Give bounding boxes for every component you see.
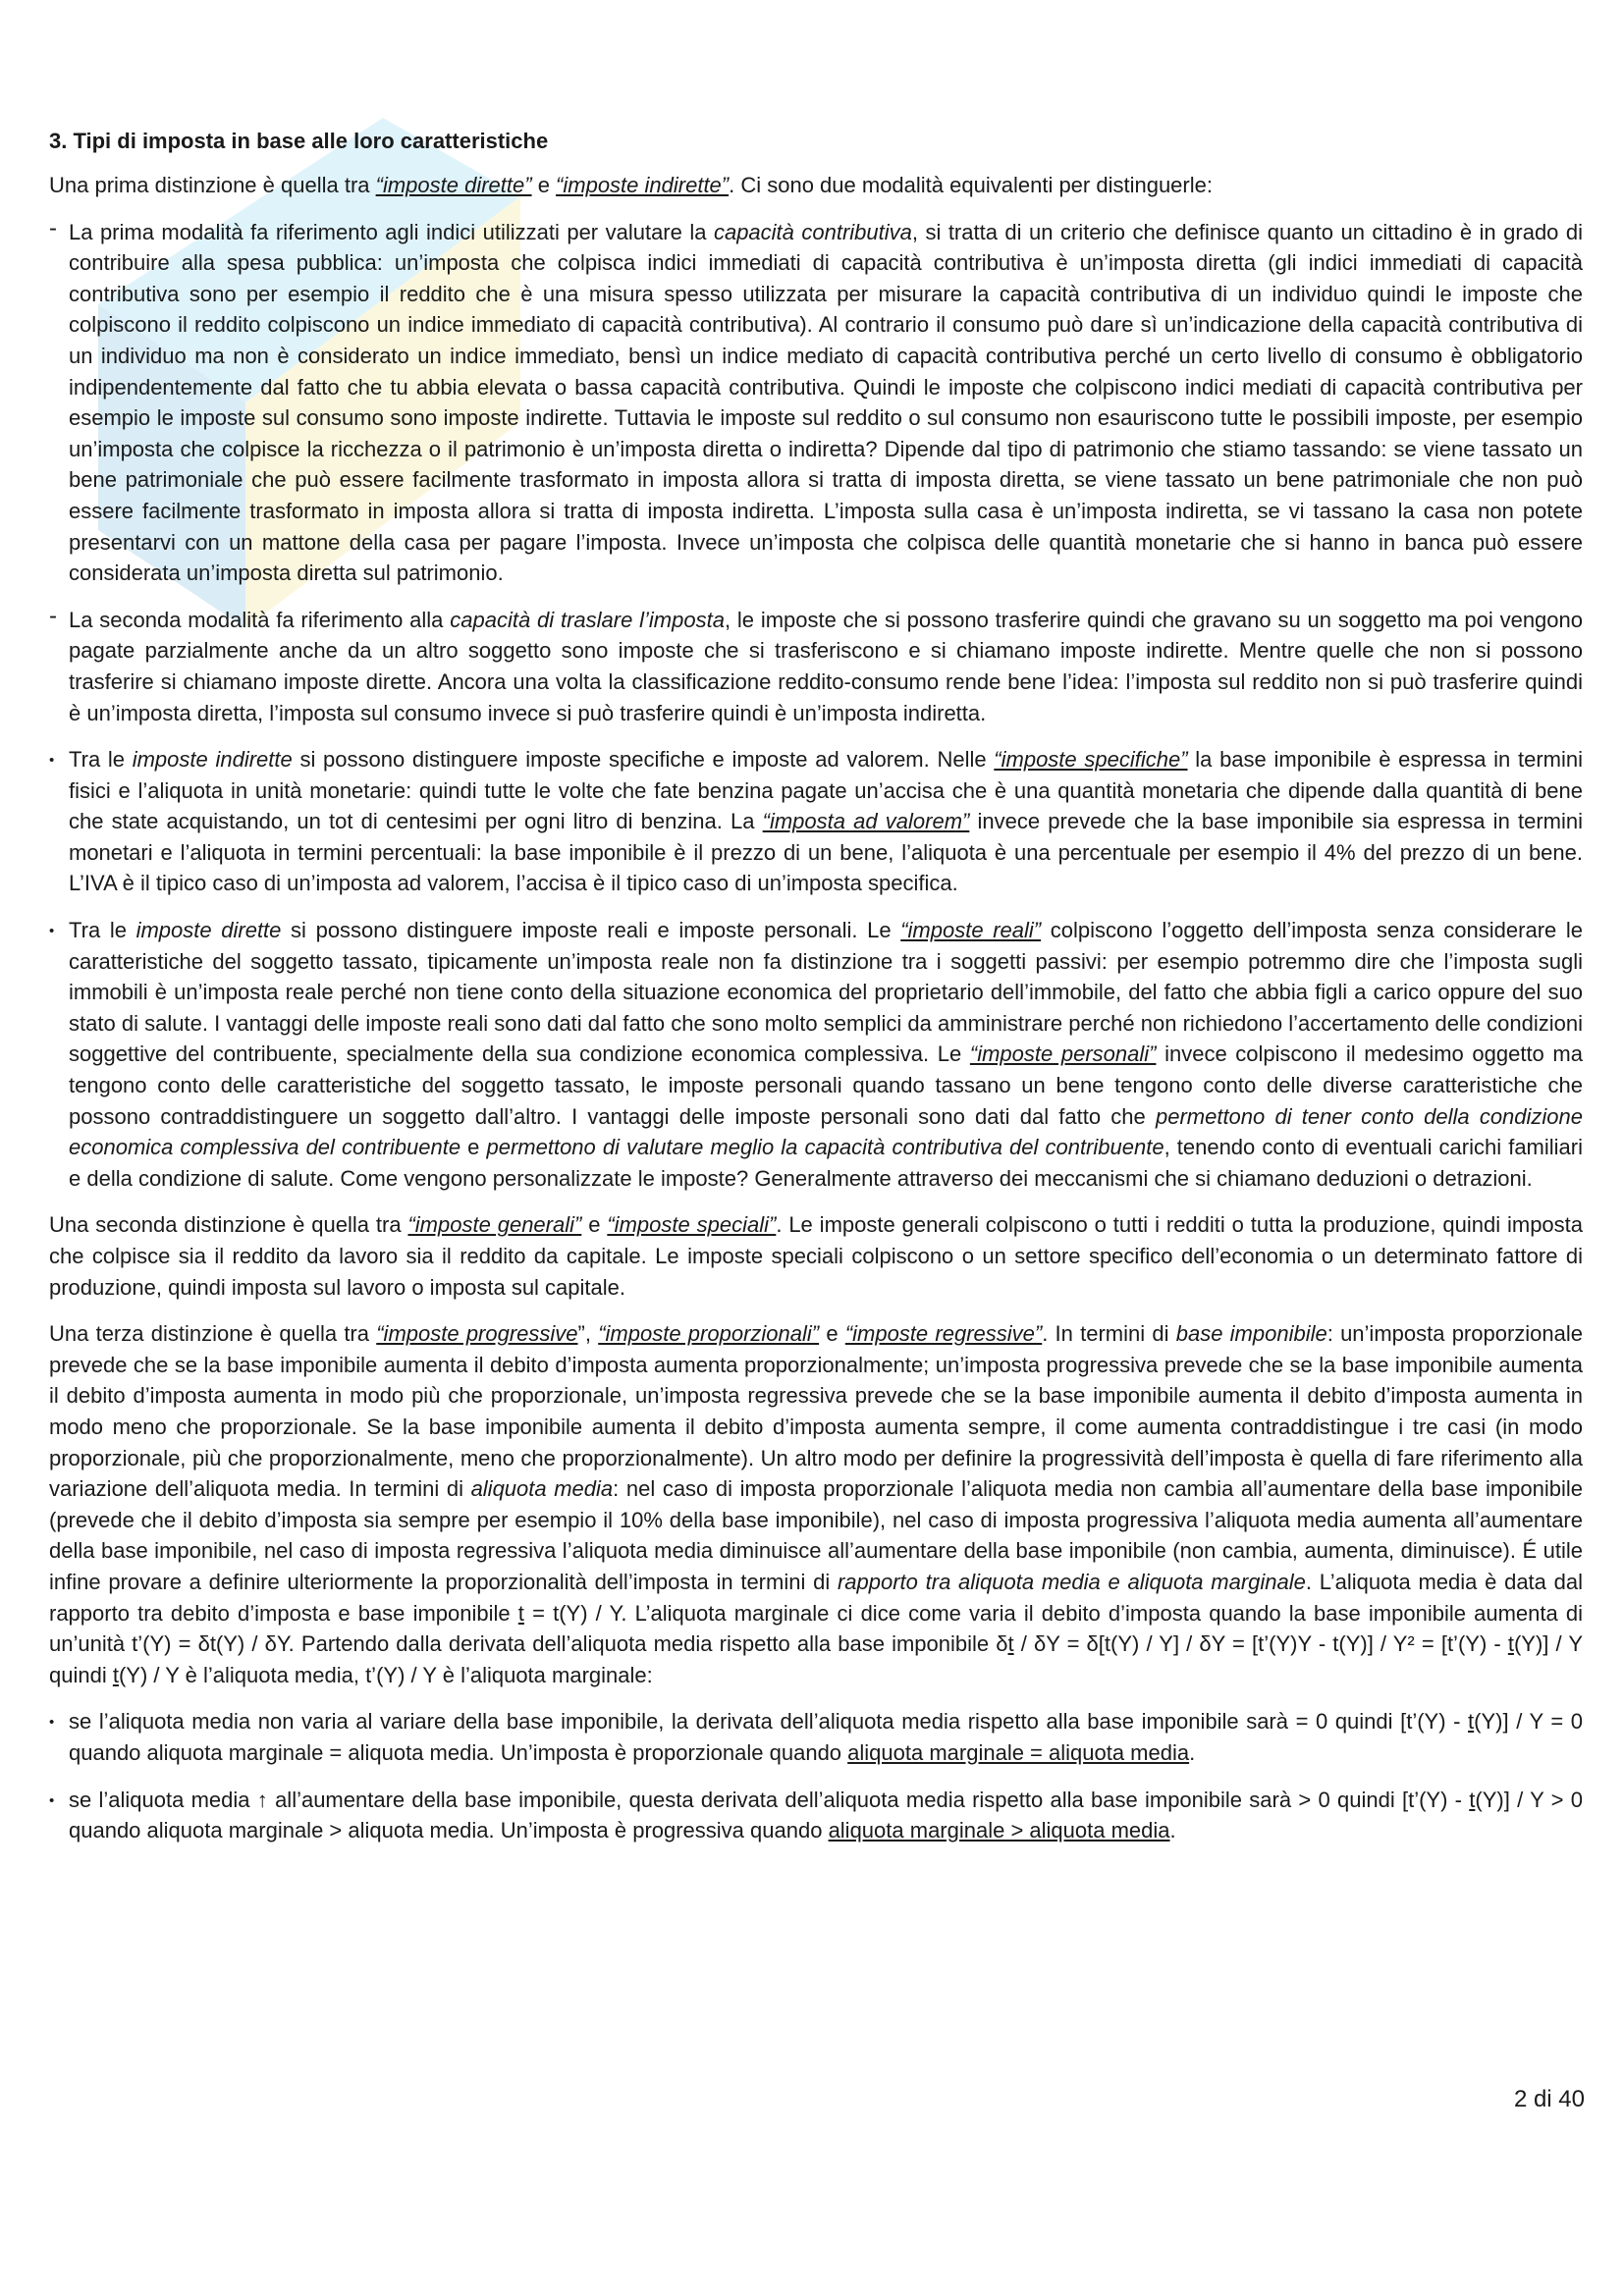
bullet-item-imposte-indirette [49,744,1583,899]
dash-marker: - [49,602,57,629]
term-imposte-progressive: “imposte progressive [376,1321,578,1347]
dash-marker: - [49,214,57,241]
bullet-item-text: se l’aliquota media non varia al variare della base imponibile, la derivata dell’aliquota media rispetto alla base imponibile sarà = 0 quindi [t’(Y) - t(Y)] / Y = 0 quando aliquota marginale = aliquota media. Un’imposta è proporzionale quando aliquota marginale = aliquota media. [69,1709,1584,1765]
bullet-item-text: Tra le imposte indirette si possono distinguere imposte specifiche e imposte ad valorem. Nelle “imposte specifiche” la base imponibile è espressa in termini fisici e l’aliquota in unità monetarie: quindi tutte le volte che fate benzina pagate un’accisa che è una quantità monetaria che dipende dalla quantità di bene che state acquistando, un tot di centesimi per ogni litro di benzina. La “imposta ad valorem” invece prevede che la base imponibile sia espressa in termini monetari e l’aliquota in termini percentuali: la base imponibile è il prezzo di un bene, l’aliquota è una percentuale per esempio il 4% del prezzo di un bene. L’IVA è il tipico caso di un’imposta ad valorem, l’accisa è il tipico caso di un’imposta specifica. [69,747,1583,896]
document-page [49,126,1583,1862]
term-imposte-reali: “imposte reali” [900,918,1042,943]
term-capacita-traslare: capacità di traslare l’imposta [450,607,725,632]
term-imposte-generali: “imposte generali” [407,1212,582,1238]
term-capacita-contributiva: capacità contributiva [713,219,912,244]
bullet-item-progressiva [49,1785,1583,1846]
bullet-marker: • [49,752,55,770]
bullet-marker: • [49,1791,55,1809]
dash-item-text: La prima modalità fa riferimento agli indici utilizzati per valutare la capacità contributiva, si tratta di un criterio che definisce quanto un cittadino è in grado di contribuire alla spesa pubblica: un’imposta che colpisca indici immediati di capacità contributiva è un’imposta diretta (gli indici immediati di capacità contributiva sono per esempio il reddito che è una misura spesso utilizzata per misurare la capacità contributiva di un individuo quindi le imposte che colpiscono il reddito colpiscono un indice immediato di capacità contributiva). Al contrario il consumo può dare sì un’indicazione della capacità contributiva di un individuo ma non è considerato un indice immediato, bensì un indice mediato di capacità contributiva perché un certo livello di consumo è obbligatorio indipendentemente dal fatto che tu abbia elevata o bassa capacità contributiva. Quindi le imposte che colpiscono indici mediati di capacità contributiva per esempio le imposte sul consumo sono imposte indirette. Tuttavia le imposte sul reddito o sul consumo non esauriscono tutte le possibili imposte, per esempio un’imposta che colpisce la ricchezza o il patrimonio è un’imposta diretta o indiretta? Dipende dal tipo di patrimonio che stiamo tassando: se viene tassato un bene patrimoniale che può essere facilmente trasformato in imposta allora si tratta di imposta diretta, se viene tassato un bene patrimoniale che non può essere facilmente trasformato in imposta allora si tratta di imposta indiretta. L’imposta sulla casa è un’imposta indiretta, se vi tassano la casa non potete presentarvi con un mattone della casa per pagare l’imposta. Invece un’imposta che colpisca delle quantità monetarie che si hanno in banca può essere considerata un’imposta diretta sul patrimonio. [69,219,1584,586]
term-imposte-proporzionali: “imposte proporzionali” [598,1321,820,1347]
bullet-item-text: Tra le imposte dirette si possono distinguere imposte reali e imposte personali. Le “imposte reali” colpiscono l’oggetto dell’imposta senza considerare le caratteristiche del soggetto tassato, tipicamente un’imposta reale non fa distinzione tra i soggetti passivi: per esempio potremmo dire che l’imposta sugli immobili è un’imposta reale perché non tiene conto della situazione economica del proprietario dell’immobile, del fatto che abbia figli a carico oppure del suo stato di salute. I vantaggi delle imposte reali sono dati dal fatto che sono molto semplici da amministrare perché non richiedono l’accertamento delle condizioni soggettive del contribuente, specialmente della sua condizione economica complessiva. Le “imposte personali” invece colpiscono il medesimo oggetto ma tengono conto delle caratteristiche del soggetto tassato, le imposte personali quando tassano un bene tengono conto delle diverse caratteristiche che possono contraddistinguere un soggetto dall’altro. I vantaggi delle imposte personali sono dati dal fatto che permettono di tener conto della condizione economica complessiva del contribuente e permettono di valutare meglio la capacità contributiva del contribuente, tenendo conto di eventuali carichi familiari e della condizione di salute. Come vengono personalizzate le imposte? Generalmente attraverso dei meccanismi che si chiamano deduzioni o detrazioni. [69,918,1584,1191]
section-heading: 3. Tipi di imposta in base alle loro caratteristiche [49,129,549,153]
term-imposte-dirette: “imposte dirette” [375,173,532,197]
bullet-marker: • [49,923,55,940]
intro-paragraph: Una prima distinzione è quella tra “imposte dirette” e “imposte indirette”. Ci sono due modalità equivalenti per distinguerle: [49,173,1213,197]
bullet-item-imposte-dirette [49,915,1583,1194]
term-imposte-personali: “imposte personali” [969,1041,1157,1067]
dash-item-second-modality [49,602,1583,728]
dash-item-text: La seconda modalità fa riferimento alla capacità di traslare l’imposta, le imposte che si possono trasferire quindi che gravano su un soggetto ma poi vengono pagate parzialmente anche da un altro soggetto sono imposte che si trasferiscono e si chiamano imposte indirette. Mentre quelle che non si possono trasferire si chiamano imposte dirette. Ancora una volta la classificazione reddito-consumo rende bene l’idea: l’imposta sul reddito non si può trasferire quindi è un’imposta diretta, l’imposta sul consumo invece si può trasferire quindi è un’imposta indiretta. [69,607,1583,725]
term-imposte-regressive: “imposte regressive” [844,1321,1043,1347]
term-imposte-speciali: “imposte speciali” [607,1212,777,1238]
term-imposte-indirette: “imposte indirette” [556,173,730,197]
bullet-marker: • [49,1714,55,1732]
term-imposta-ad-valorem: “imposta ad valorem” [762,809,970,834]
bullet-item-text: se l’aliquota media ↑ all’aumentare della base imponibile, questa derivata dell’aliquota media rispetto alla base imponibile sarà > 0 quindi [t’(Y) - t(Y)] / Y > 0 quando aliquota marginale > aliquota media. Un’imposta è progressiva quando aliquota marginale > aliquota media. [69,1787,1583,1843]
dash-item-first-modality [49,214,1584,589]
page-number: 2 di 40 [1513,2086,1585,2112]
bullet-item-proporzionale [49,1706,1583,1768]
paragraph-terza-distinzione: Una terza distinzione è quella tra “imposte progressive”, “imposte proporzionali” e “imposte regressive”. In termini di base imponibile: un’imposta proporzionale prevede che se la base imponibile aumenta il debito d’imposta aumenta proporzionalmente; un’imposta progressiva prevede che se la base imponibile aumenta il debito d’imposta aumenta in modo più che proporzionale, un’imposta regressiva prevede che se la base imponibile aumenta il debito d’imposta aumenta in modo meno che proporzionale. Se la base imponibile aumenta il debito d’imposta aumenta sempre, il come aumenta contraddistingue i tre casi (in modo proporzionale, più che proporzionalmente, meno che proporzionalmente). Un altro modo per definire la progressività dell’imposta è quella di fare riferimento alla variazione dell’aliquota media. In termini di aliquota media: nel caso di imposta proporzionale l’aliquota media non cambia all’aumentare della base imponibile (prevede che il debito d’imposta sia sempre per esempio il 10% della base imponibile), nel caso di imposta progressiva l’aliquota media aumenta all’aumentare della base imponibile, nel caso di imposta regressiva l’aliquota media diminuisce all’aumentare della base imponibile (non cambia, aumenta, diminuisce). É utile infine provare a definire ulteriormente la proporzionalità dell’imposta in termini di rapporto tra aliquota media e aliquota marginale. L’aliquota media è data dal rapporto tra debito d’imposta e base imponibile t = t(Y) / Y. L’aliquota marginale ci dice come varia il debito d’imposta quando la base imponibile aumenta di un’unità t’(Y) = δt(Y) / δY. Partendo dalla derivata dell’aliquota media rispetto alla base imponibile δt / δY = δ[t(Y) / Y] / δY = [t’(Y)Y - t(Y)] / Y² = [t’(Y) - t(Y)] / Y quindi t(Y) / Y è l’aliquota media, t’(Y) / Y è l’aliquota marginale: [49,1321,1584,1687]
paragraph-seconda-distinzione: Una seconda distinzione è quella tra “imposte generali” e “imposte speciali”. Le imposte generali colpiscono o tutti i redditi o tutta la produzione, quindi imposta che colpisce sia il reddito da lavoro sia il reddito da capitale. Le imposte speciali colpiscono o un settore specifico dell’economia o un determinato fattore di produzione, quindi imposta sul lavoro o imposta sul capitale. [49,1212,1584,1300]
term-imposte-specifiche: “imposte specifiche” [994,747,1188,773]
